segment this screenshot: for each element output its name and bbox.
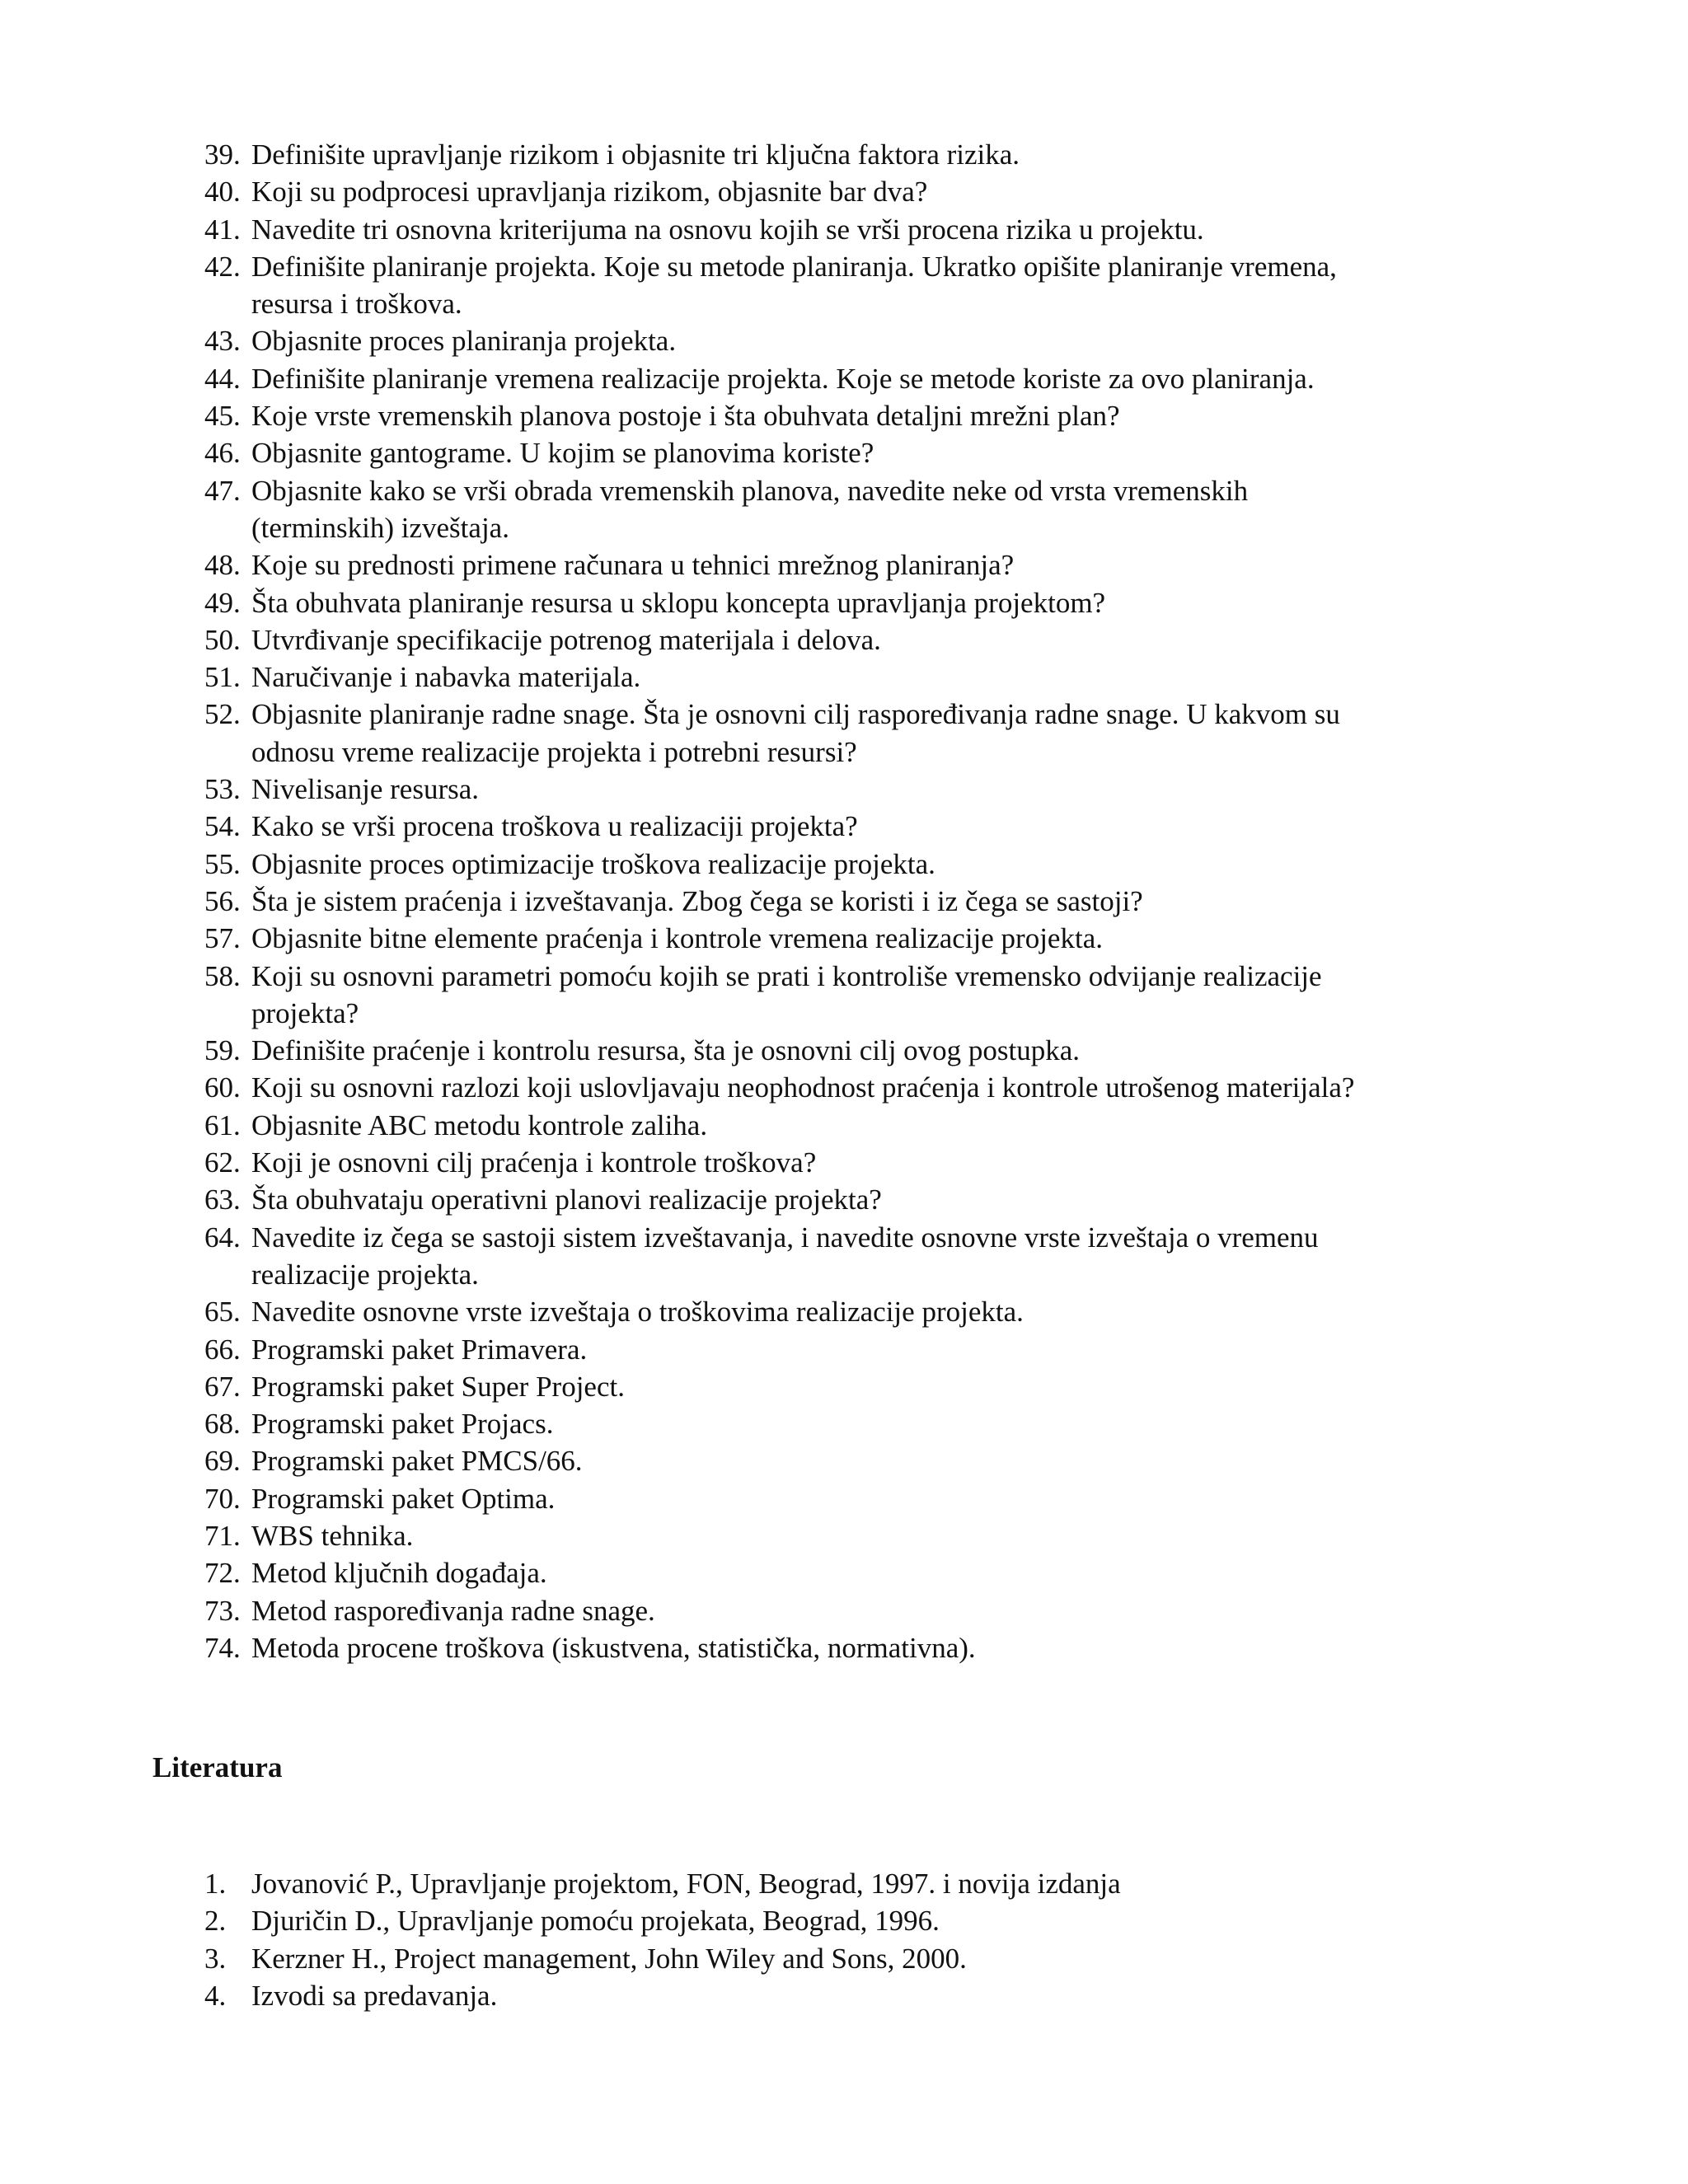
list-item-number: 59. <box>204 1034 241 1067</box>
list-item <box>204 1405 1523 1442</box>
list-item-number: 50. <box>204 623 241 656</box>
list-item <box>204 1442 1523 1479</box>
list-item-number: 49. <box>204 586 241 619</box>
list-item-number: 47. <box>204 474 241 507</box>
list-item-number: 54. <box>204 810 241 843</box>
list-item-number: 63. <box>204 1183 241 1216</box>
list-item-text: Kerzner H., Project management, John Wiley and Sons, 2000. <box>251 1942 967 1975</box>
list-item-text: Metod ključnih događaja. <box>251 1557 547 1590</box>
list-item-text: Programski paket PMCS/66. <box>251 1445 583 1478</box>
list-item-text: Navedite osnovne vrste izveštaja o troškovima realizacije projekta. <box>251 1296 1024 1329</box>
list-item-text: Koji su osnovni parametri pomoću kojih se prati i kontroliše vremensko odvijanje realizacije <box>251 959 1322 992</box>
list-item-text: Objasnite planiranje radne snage. Šta je osnovni cilj raspoređivanja radne snage. U kakvom su <box>251 698 1340 731</box>
list-item-number: 72. <box>204 1557 241 1590</box>
list-item-text-continued: projekta? <box>251 996 359 1029</box>
list-item <box>204 920 1523 957</box>
list-item <box>204 1181 1523 1218</box>
list-item <box>204 1592 1523 1629</box>
list-item-number: 62. <box>204 1146 241 1179</box>
literature-heading: Literatura <box>152 1751 283 1783</box>
list-item <box>204 1219 1523 1294</box>
list-item-text: Naručivanje i nabavka materijala. <box>251 661 641 694</box>
list-item-text: Šta je sistem praćenja i izveštavanja. Zbog čega se koristi i iz čega se sastoji? <box>251 884 1143 917</box>
list-item-text: Djuričin D., Upravljanje pomoću projekata, Beograd, 1996. <box>251 1905 940 1938</box>
list-item-text: Koji je osnovni cilj praćenja i kontrole troškova? <box>251 1146 817 1179</box>
list-item-text: Koji su podprocesi upravljanja rizikom, objasnite bar dva? <box>251 176 928 209</box>
list-item <box>204 883 1523 920</box>
list-item-text: Objasnite bitne elemente praćenja i kontrole vremena realizacije projekta. <box>251 922 1103 955</box>
list-item-text: Definišite upravljanje rizikom i objasnite tri ključna faktora rizika. <box>251 138 1020 171</box>
list-item-text: Šta obuhvata planiranje resursa u sklopu koncepta upravljanja projektom? <box>251 586 1106 619</box>
list-item-text: Kako se vrši procena troškova u realizaciji projekta? <box>251 810 858 843</box>
list-item-number: 67. <box>204 1370 241 1403</box>
list-item-text: Koje vrste vremenskih planova postoje i šta obuhvata detaljni mrežni plan? <box>251 400 1120 433</box>
list-item-text-continued: realizacije projekta. <box>251 1258 479 1291</box>
list-item-number: 39. <box>204 138 241 171</box>
list-item <box>204 584 1523 621</box>
list-item-text: Programski paket Super Project. <box>251 1370 625 1403</box>
list-item-number: 55. <box>204 847 241 880</box>
list-item-text: Navedite iz čega se sastoji sistem izveštavanja, i navedite osnovne vrste izveštaja o vremenu <box>251 1221 1319 1254</box>
list-item <box>204 1069 1523 1106</box>
list-item-number: 70. <box>204 1482 241 1515</box>
list-item <box>204 808 1523 845</box>
list-item <box>204 322 1523 359</box>
list-item-number: 69. <box>204 1445 241 1478</box>
list-item-number: 51. <box>204 661 241 694</box>
list-item-number: 57. <box>204 922 241 955</box>
list-item-number: 1. <box>204 1868 227 1900</box>
list-item-number: 41. <box>204 213 241 246</box>
list-item <box>204 696 1523 771</box>
list-item-text: Metoda procene troškova (iskustvena, statistička, normativna). <box>251 1631 976 1664</box>
list-item-number: 73. <box>204 1594 241 1627</box>
list-item-text: Objasnite kako se vrši obrada vremenskih planova, navedite neke od vrsta vremenskih <box>251 474 1249 507</box>
list-item-number: 2. <box>204 1905 227 1938</box>
list-item-text: Definišite praćenje i kontrolu resursa, šta je osnovni cilj ovog postupka. <box>251 1034 1081 1067</box>
list-item <box>204 397 1523 434</box>
list-item-number: 48. <box>204 549 241 582</box>
list-item-number: 56. <box>204 884 241 917</box>
list-item <box>204 1977 1523 2014</box>
list-item-text: Navedite tri osnovna kriterijuma na osnovu kojih se vrši procena rizika u projektu. <box>251 213 1204 246</box>
list-item-number: 45. <box>204 400 241 433</box>
list-item-text: Utvrđivanje specifikacije potrenog materijala i delova. <box>251 623 881 656</box>
list-item <box>204 1368 1523 1405</box>
list-item-number: 40. <box>204 176 241 209</box>
list-item <box>204 621 1523 658</box>
question-list <box>204 136 1523 1666</box>
list-item <box>204 771 1523 808</box>
literature-list <box>204 1865 1523 2014</box>
list-item-text: Nivelisanje resursa. <box>251 773 480 806</box>
list-item <box>204 1902 1523 1939</box>
list-item-text: Programski paket Projacs. <box>251 1408 554 1441</box>
list-item <box>204 472 1523 547</box>
list-item-text: Objasnite ABC metodu kontrole zaliha. <box>251 1108 708 1141</box>
list-item <box>204 546 1523 583</box>
list-item-text: Programski paket Primavera. <box>251 1333 588 1366</box>
list-item-text: Koje su prednosti primene računara u tehnici mrežnog planiranja? <box>251 549 1015 582</box>
list-item-number: 53. <box>204 773 241 806</box>
list-item-number: 60. <box>204 1071 241 1104</box>
list-item <box>204 173 1523 210</box>
list-item-number: 42. <box>204 250 241 283</box>
list-item <box>204 1554 1523 1591</box>
list-item <box>204 658 1523 696</box>
list-item <box>204 248 1523 323</box>
list-item-number: 58. <box>204 959 241 992</box>
list-item <box>204 846 1523 883</box>
list-item-number: 52. <box>204 698 241 731</box>
list-item-number: 4. <box>204 1979 227 2012</box>
list-item <box>204 1480 1523 1517</box>
list-item <box>204 360 1523 397</box>
list-item-text: Programski paket Optima. <box>251 1482 556 1515</box>
list-item-text: Objasnite proces planiranja projekta. <box>251 325 677 358</box>
list-item-text: Objasnite proces optimizacije troškova realizacije projekta. <box>251 847 935 880</box>
list-item <box>204 1940 1523 1977</box>
list-item-text: Objasnite gantograme. U kojim se planovima koriste? <box>251 437 874 470</box>
list-item-text: Jovanović P., Upravljanje projektom, FON, Beograd, 1997. i novija izdanja <box>251 1868 1121 1900</box>
list-item-number: 68. <box>204 1408 241 1441</box>
list-item-text: Izvodi sa predavanja. <box>251 1979 498 2012</box>
list-item-number: 3. <box>204 1942 227 1975</box>
list-item <box>204 1629 1523 1666</box>
list-item <box>204 1293 1523 1330</box>
list-item-text: Šta obuhvataju operativni planovi realizacije projekta? <box>251 1183 882 1216</box>
list-item-number: 46. <box>204 437 241 470</box>
list-item <box>204 958 1523 1033</box>
list-item-number: 61. <box>204 1108 241 1141</box>
list-item-text: WBS tehnika. <box>251 1519 414 1552</box>
list-item-number: 64. <box>204 1221 241 1254</box>
list-item-text-continued: odnosu vreme realizacije projekta i potrebni resursi? <box>251 735 857 768</box>
list-item <box>204 434 1523 471</box>
list-item-number: 43. <box>204 325 241 358</box>
list-item-number: 74. <box>204 1631 241 1664</box>
list-item <box>204 1865 1523 1902</box>
list-item-text-continued: (terminskih) izveštaja. <box>251 511 509 544</box>
list-item-text: Koji su osnovni razlozi koji uslovljavaju neophodnost praćenja i kontrole utrošenog materijala? <box>251 1071 1355 1104</box>
list-item-text: Definišite planiranje vremena realizacije projekta. Koje se metode koriste za ovo planiranja. <box>251 362 1315 395</box>
list-item-text-continued: resursa i troškova. <box>251 288 462 321</box>
list-item-number: 65. <box>204 1296 241 1329</box>
list-item <box>204 136 1523 173</box>
list-item-number: 71. <box>204 1519 241 1552</box>
list-item <box>204 1032 1523 1069</box>
list-item-number: 66. <box>204 1333 241 1366</box>
list-item <box>204 1331 1523 1368</box>
list-item-number: 44. <box>204 362 241 395</box>
list-item-text: Definišite planiranje projekta. Koje su metode planiranja. Ukratko opišite planiranje vremena, <box>251 250 1337 283</box>
list-item-text: Metod raspoređivanja radne snage. <box>251 1594 655 1627</box>
list-item <box>204 1517 1523 1554</box>
list-item <box>204 211 1523 248</box>
list-item <box>204 1144 1523 1181</box>
list-item <box>204 1107 1523 1144</box>
